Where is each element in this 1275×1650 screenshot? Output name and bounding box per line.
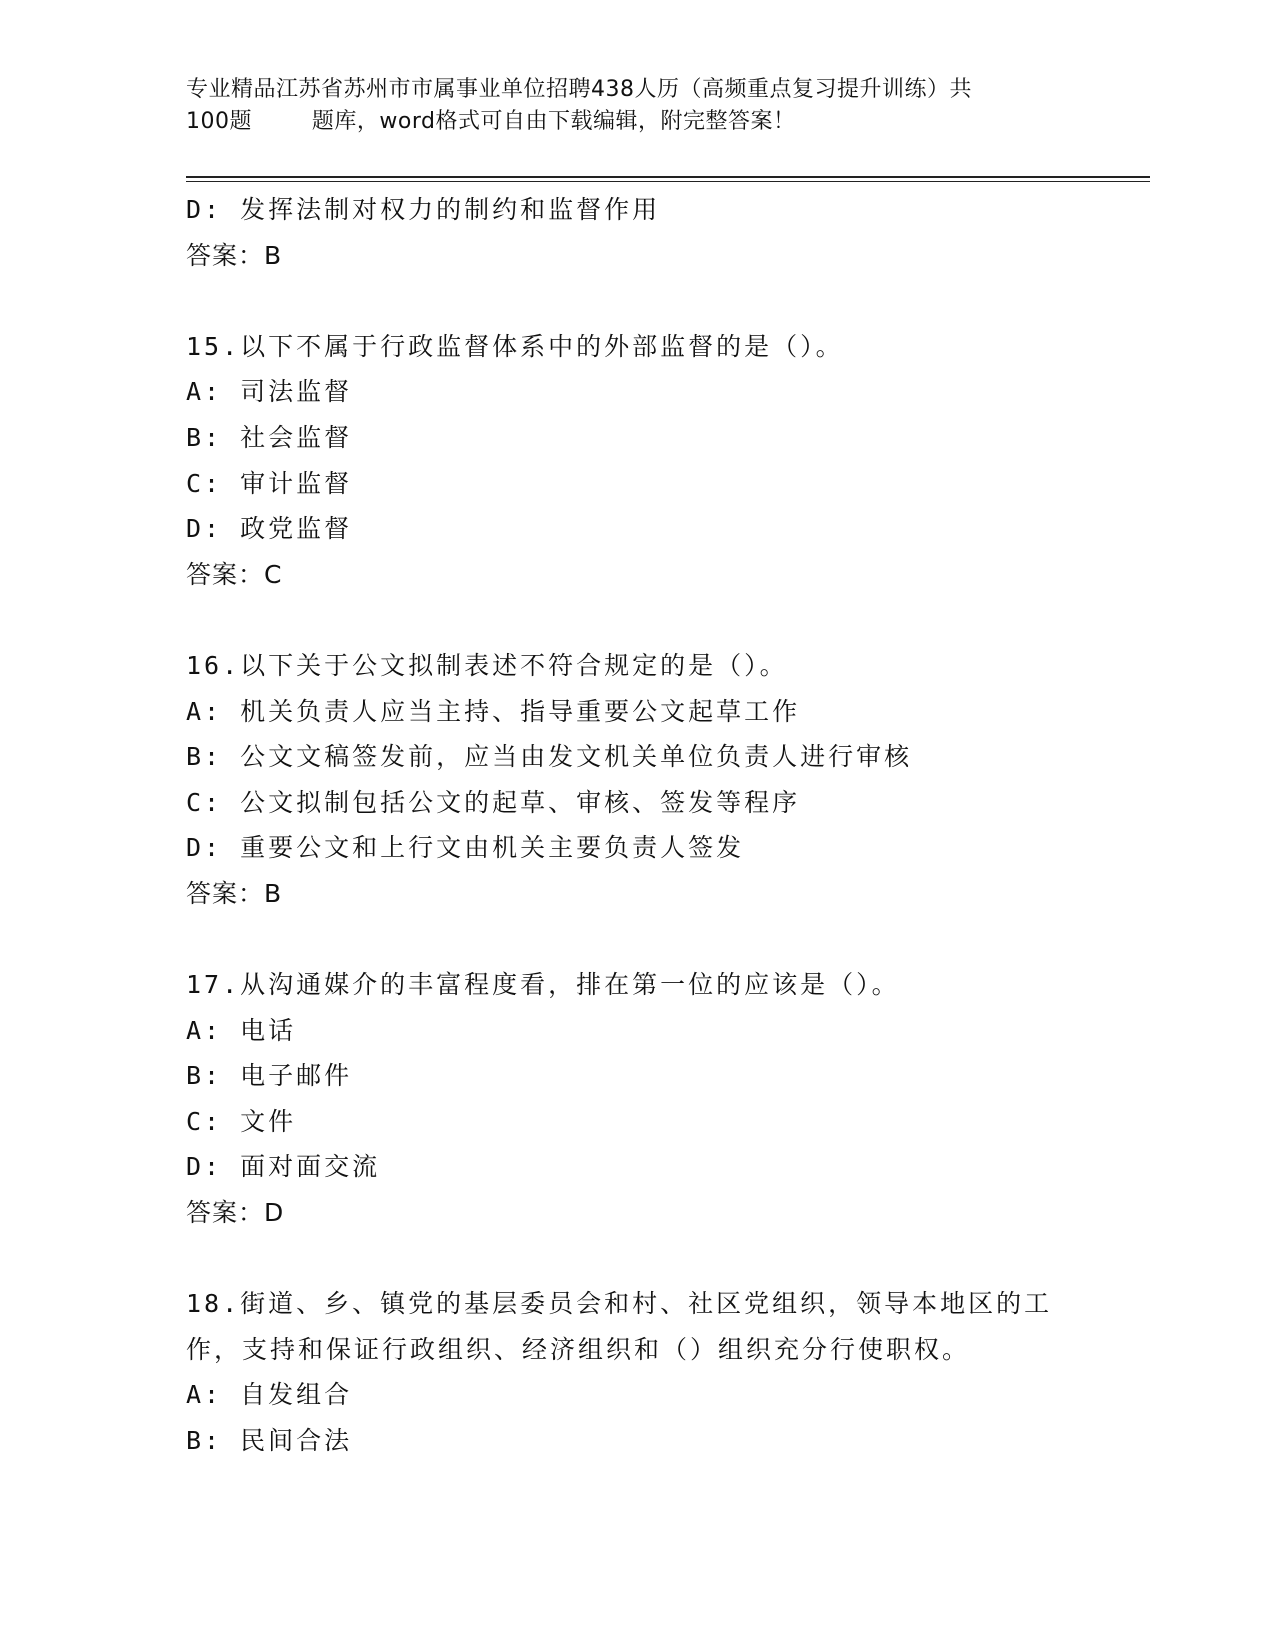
spacer [186,278,1150,324]
question-16 [186,643,1150,917]
question-stem: 15.以下不属于行政监督体系中的外部监督的是（）。 [186,331,844,361]
question-stem-line-1: 18.街道、乡、镇党的基层委员会和村、社区党组织，领导本地区的工 [186,1289,1053,1319]
option-b: B: 电子邮件 [186,1061,353,1091]
question-stem-line-2: 作，支持和保证行政组织、经济组织和（）组织充分行使职权。 [186,1334,971,1364]
spacer [186,917,1150,963]
option-b: B: 公文文稿签发前，应当由发文机关单位负责人进行审核 [186,742,913,772]
prev-answer: 答案：B [186,240,283,270]
option-b: B: 民间合法 [186,1426,353,1456]
answer: 答案：B [186,878,283,908]
spacer [186,597,1150,643]
header-rule-thin [186,181,1150,182]
question-stem: 16.以下关于公文拟制表述不符合规定的是（）。 [186,650,788,680]
spacer [186,1236,1150,1282]
answer: 答案：D [186,1198,285,1228]
option-d: D: 政党监督 [186,514,353,544]
document-body [186,187,1150,1464]
header-line-2: 100题 题库，word格式可自由下载编辑，附完整答案！ [186,109,796,134]
question-15 [186,324,1150,598]
option-c: C: 公文拟制包括公文的起草、审核、签发等程序 [186,787,801,817]
option-d: D: 面对面交流 [186,1152,381,1182]
option-b: B: 社会监督 [186,422,353,452]
prev-option-d: D: 发挥法制对权力的制约和监督作用 [186,195,661,224]
option-a: A: 机关负责人应当主持、指导重要公文起草工作 [186,696,801,726]
question-stem: 17.从沟通媒介的丰富程度看，排在第一位的应该是（）。 [186,970,900,1000]
header-rule-thick [186,176,1150,178]
option-d: D: 重要公文和上行文由机关主要负责人签发 [186,833,745,863]
header-line-1: 专业精品江苏省苏州市市属事业单位招聘438人历（高频重点复习提升训练）共 [186,77,972,102]
option-a: A: 自发组合 [186,1380,353,1410]
option-a: A: 司法监督 [186,377,353,407]
option-c: C: 审计监督 [186,468,353,498]
question-17 [186,962,1150,1236]
option-c: C: 文件 [186,1106,297,1136]
answer: 答案：C [186,559,283,589]
document-header [186,74,1086,138]
option-a: A: 电话 [186,1015,297,1045]
question-18 [186,1281,1150,1463]
